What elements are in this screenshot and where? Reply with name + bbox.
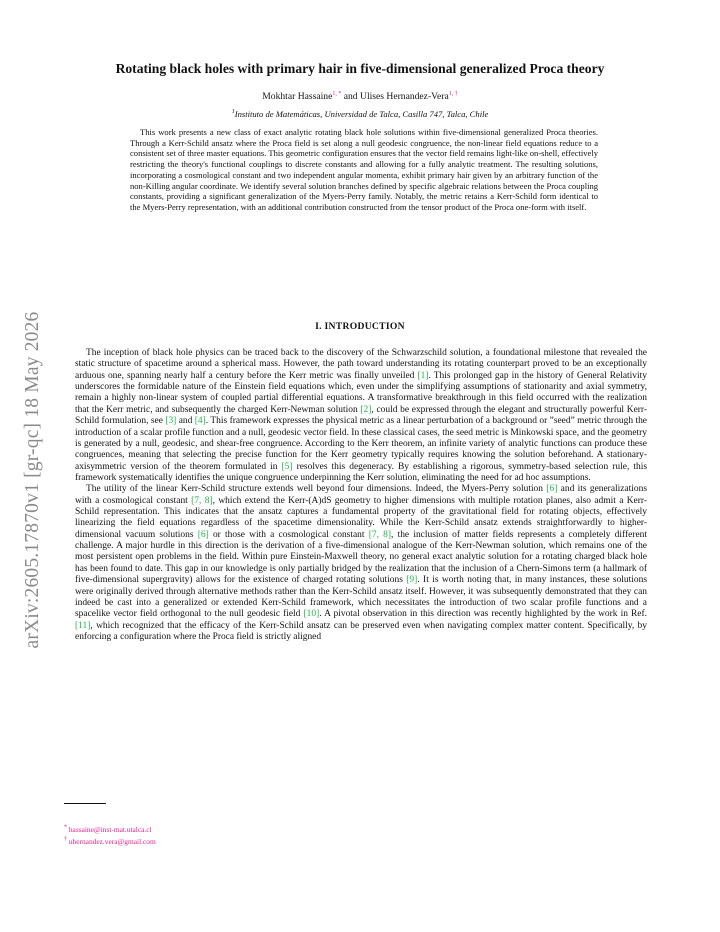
text-run: . A pivotal observation in this direction was recently highlighted by the work in Ref. (319, 609, 647, 620)
affiliation (60, 109, 660, 119)
citation-link[interactable]: [5] (281, 461, 293, 472)
text-run: . This prolonged gap in the history of General Relativity underscores the formidable nature of the Einstein field equations which, even under the simplifying assumptions of stationarity and axial symmetry, remain a highly non-linear system of coupled partial differential equations. A transformative breakthrough in this field occurred with the realization that the Kerr metric, and subsequently the charged Kerr-Newman solution (75, 370, 647, 415)
paragraph (75, 348, 647, 484)
citation-link[interactable]: [10] (303, 609, 320, 620)
text-run: or those with a cosmological constant (208, 529, 369, 540)
citation-link[interactable]: [11] (75, 620, 91, 631)
affiliation-mark: 1 (231, 109, 235, 116)
affiliation-text: Instituto de Matemáticas, Universidad de Talca, Casilla 747, Talca, Chile (234, 109, 489, 119)
footnote-mark: * (64, 824, 67, 831)
author-name: Ulises Hernandez-Vera (360, 91, 449, 102)
text-run: . It is worth noting that, in many instances, these solutions were originally derived through alternative methods rather than the Kerr-Schild ansatz itself. However, it was subsequently demonstrated that they can indeed be cast into a generalized or extended Kerr-Schild framework, which necessitates the introduction of two scalar profile functions and a spacelike vector field orthogonal to the null geodesic field (75, 575, 648, 620)
text-run: , could be expressed through the elegant and structurally powerful Kerr-Schild formulation, see (75, 404, 647, 427)
paper-title: Rotating black holes with primary hair in five-dimensional generalized Proca theory (115, 61, 605, 76)
text-run: , which extend the Kerr-(A)dS geometry to higher dimensions with multiple rotation planes, also admit a Kerr-Schild representation. This indicates that the ansatz captures a fundamental property of the gravitational field for rotating objects, effectively linearizing the field equations regardless of the spacetime dimensionality. While the Kerr-Schild ansatz extends straightforwardly to higher-dimensional vacuum solutions (75, 495, 647, 540)
text-run: , which recognized that the efficacy of the Kerr-Schild ansatz can be preserved even when navigating complex matter content. Specifically, by enforcing a configuration where the Proca field is strictly aligned (75, 620, 647, 642)
arxiv-identifier (18, 285, 48, 675)
email-link[interactable]: uhernandez.vera@gmail.com (68, 837, 156, 846)
text-run: resolves this degeneracy. By establishing a rigorous, symmetry-based selection rule, this framework systematically identifies the unique congruence underpinning the Kerr solution, eliminating the need for ad hoc assumptions. (75, 461, 647, 483)
text-run: and (176, 416, 195, 427)
citation-link[interactable]: [9] (406, 575, 418, 586)
text-run: and its generalizations with a cosmological constant (75, 484, 647, 506)
email-link[interactable]: hassaine@inst-mat.utalca.cl (68, 825, 152, 834)
citation-link[interactable]: [1] (417, 370, 429, 381)
citation-link[interactable]: [3] (165, 416, 177, 427)
abstract: This work presents a new class of exact analytic rotating black hole solutions within five-dimensional generalized Proca theories. Through a Kerr-Schild ansatz where the Proca field is set along a null geodesic congruence, the non-linear field equations reduce to a consistent set of three master equations. This geometric configuration ensures that the vector field remains light-like on-shell, effectively restricting the theory's functional couplings to discrete constants and allowing for a fully analytic treatment. The resulting solutions, incorporating a cosmological constant and two independent angular momenta, exhibit primary hair given by an arbitrary function of the non-Killing angular coordinate. We identify several solution branches defined by specific algebraic relations between the Proca coupling constants, providing a significant generalization of the Myers-Perry family. Notably, the metric retains a Kerr-Schild form identical to the Myers-Perry representation, with an additional contribution constructed from the tensor product of the Proca one-form with itself. (130, 127, 598, 212)
footnote-rule (64, 803, 106, 804)
citation-link[interactable]: [6] (197, 529, 209, 540)
author-list (60, 91, 660, 102)
arxiv-identifier-text: arXiv:2605.17870v1 [gr-qc] 18 May 2026 (22, 311, 43, 649)
author-name: Mokhtar Hassaine (262, 91, 333, 102)
section-heading: I. INTRODUCTION (315, 321, 405, 332)
author-footnote-mark[interactable]: 1, † (448, 90, 458, 97)
text-run: , the inclusion of matter fields represents a completely different challenge. A major hurdle in this direction is the derivation of a five-dimensional analogue of the Kerr-Newman solution, which remains one of the most persistent open problems in the field. Within pure Einstein-Maxwell theory, no general exact analytic solution for a rotating charged black hole has been found to date. This gap in our knowledge is only partially bridged by the realization that the inclusion of a Chern-Simons term (a hallmark of five-dimensional supergravity) allows for the existence of charged rotating solutions (75, 529, 647, 586)
citation-link[interactable]: [6] (546, 484, 558, 495)
body-text (75, 348, 647, 643)
footnote (64, 825, 152, 835)
text-run: The utility of the linear Kerr-Schild structure extends well beyond four dimensions. Indeed, the Myers-Perry solution (86, 484, 547, 495)
footnote-mark: † (64, 836, 67, 843)
citation-link[interactable]: [7, 8] (191, 495, 213, 506)
citation-link[interactable]: [7, 8] (368, 529, 392, 540)
author-conjunction: and (343, 91, 358, 102)
text-run: The inception of black hole physics can be traced back to the discovery of the Schwarzschild solution, a foundational milestone that revealed the static structure of spacetime around a spherical mass. However, the path toward understanding its rotating counterpart proved to be an exceptionally arduous one, spanning nearly half a century before the Kerr metric was finally unveiled (75, 348, 647, 381)
text-run: . This framework expresses the physical metric as a linear perturbation of a background or ”seed” metric through the introduction of a scalar profile function and a null, geodesic vector field. In these classical cases, the seed metric is Minkowski space, and the geometry is generated by a null, geodesic, and shear-free congruence. According to the Kerr theorem, an infinite variety of analytic functions can produce these congruences, meaning that selecting the precise function for the Kerr geometry typically requires knowing the solution beforehand. A stationary-axisymmetric version of the theorem formulated in (75, 416, 647, 472)
paragraph (75, 484, 647, 643)
citation-link[interactable]: [2] (360, 404, 372, 415)
footnote (64, 837, 156, 847)
author-footnote-mark[interactable]: 1, * (332, 90, 342, 97)
citation-link[interactable]: [4] (194, 416, 206, 427)
